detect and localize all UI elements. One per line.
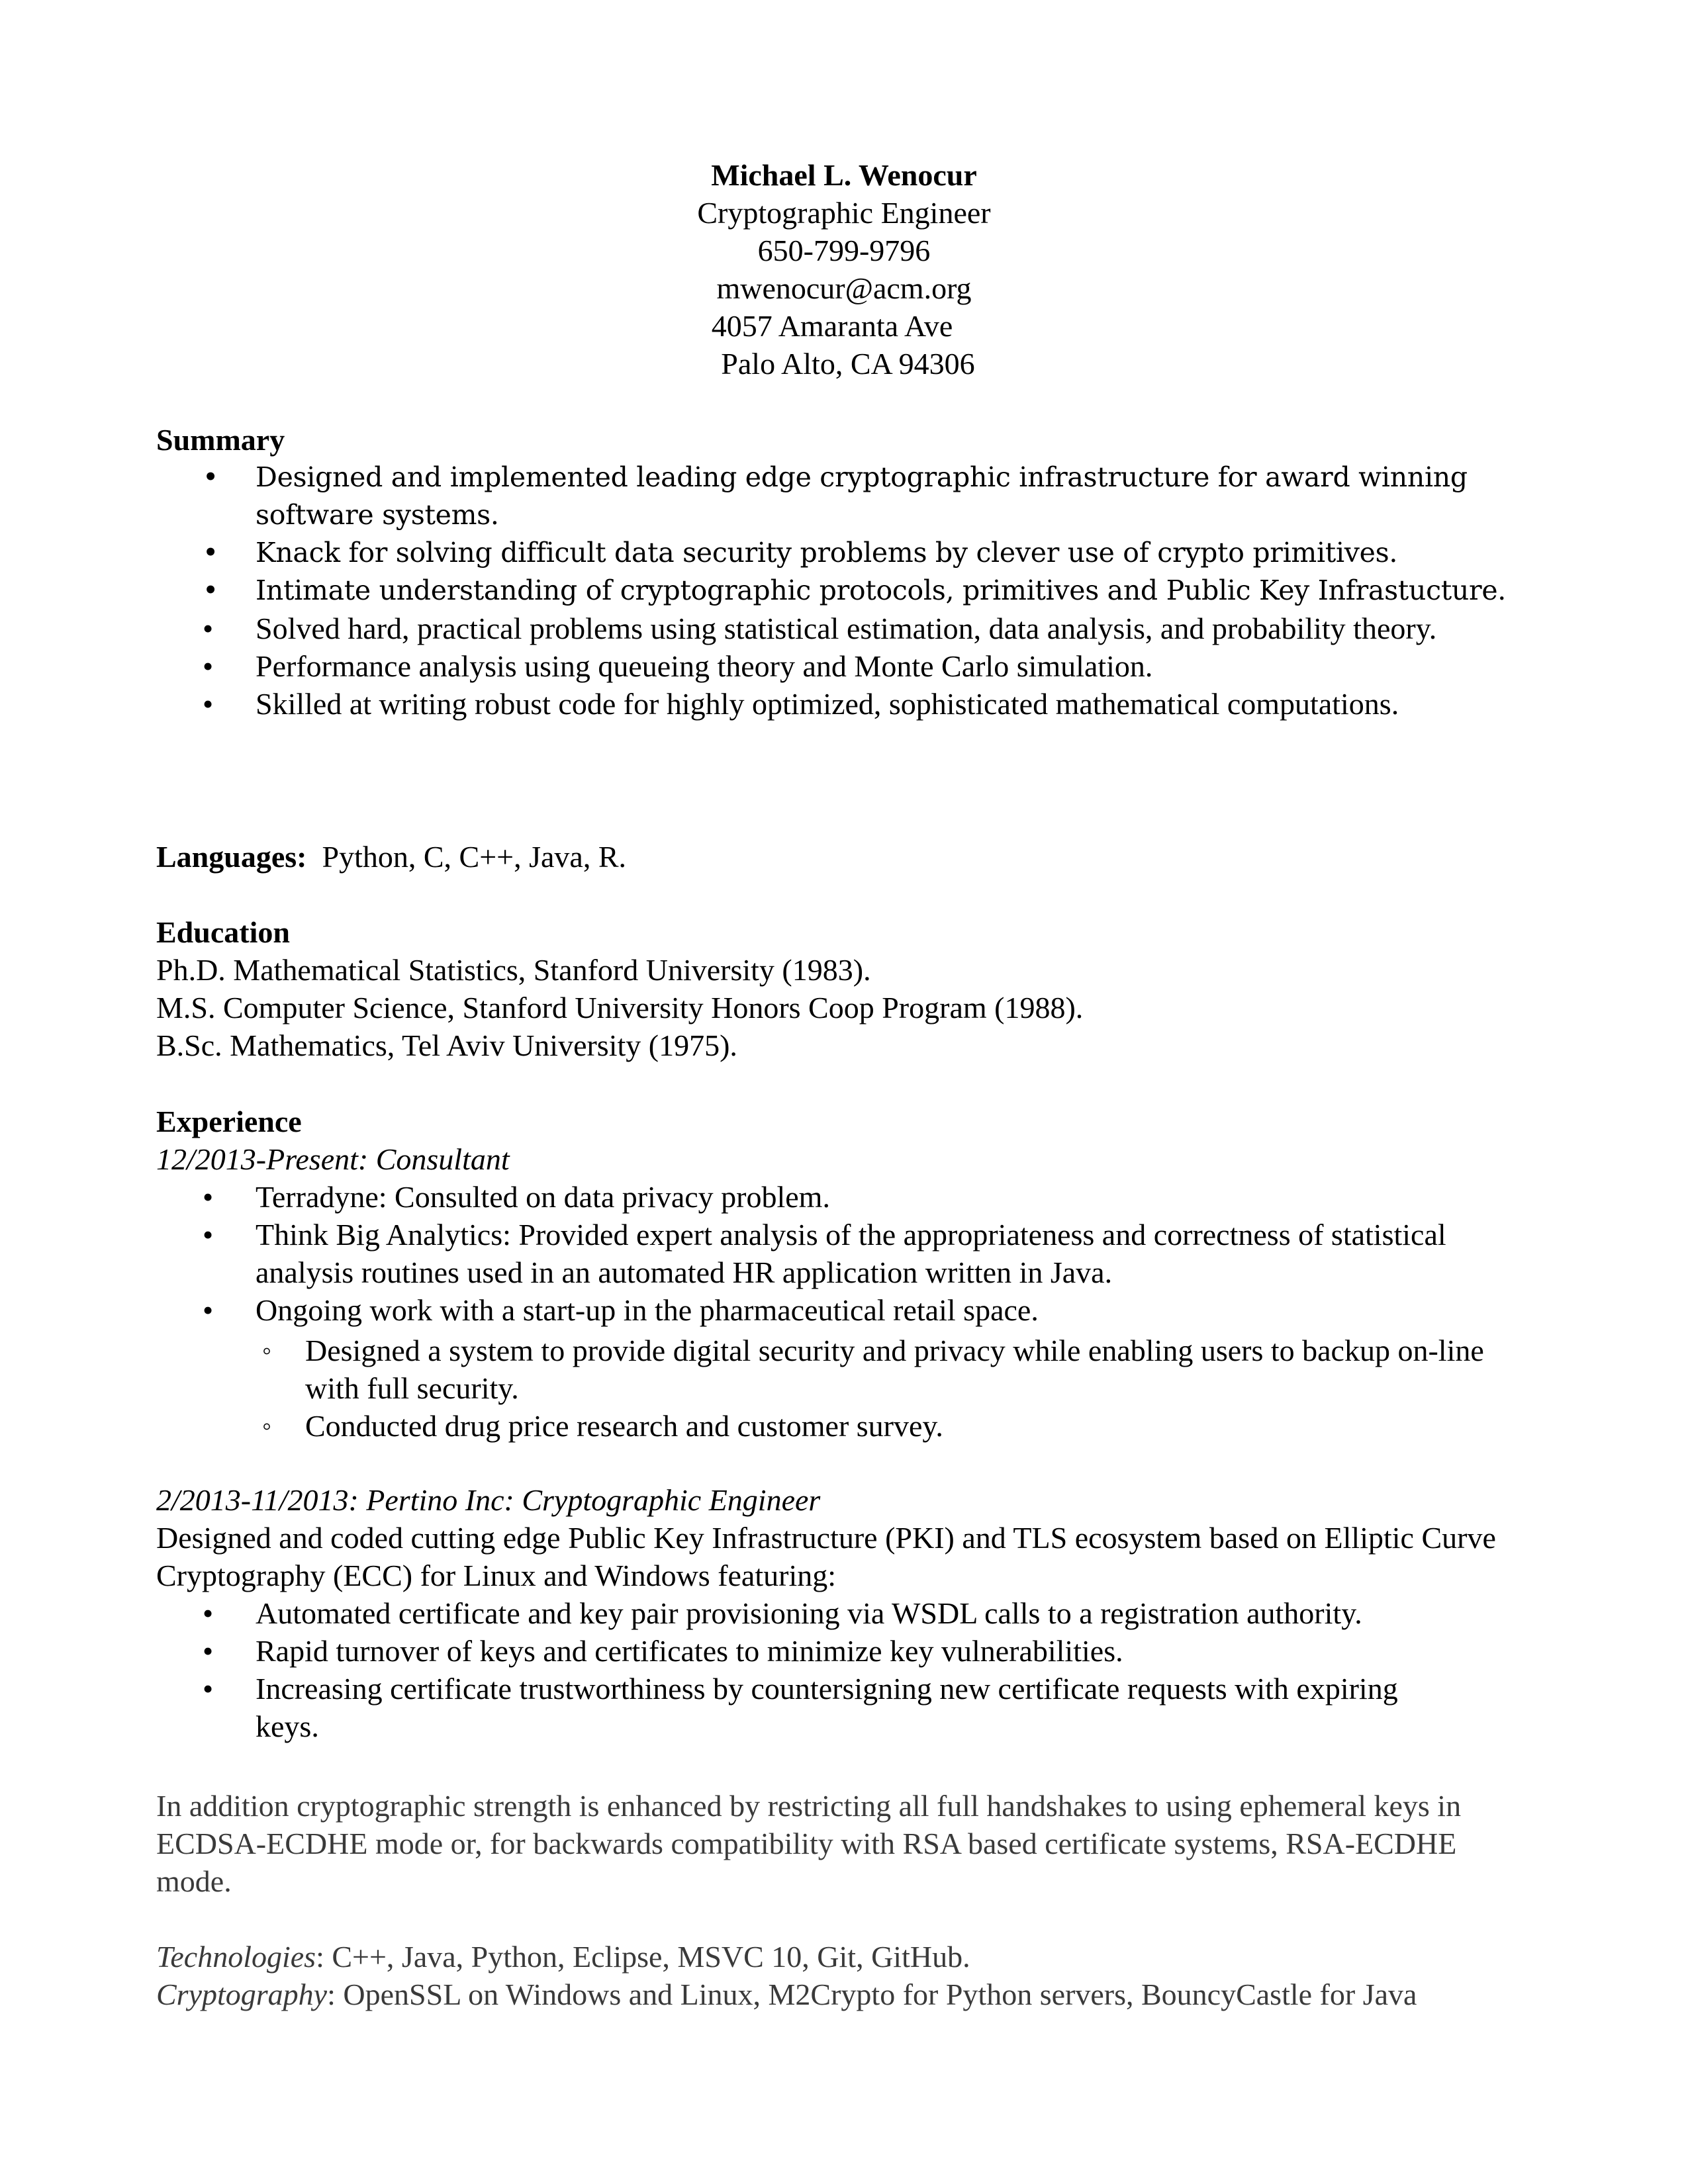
job-pertino-technologies <box>156 1938 1533 2013</box>
job-item: • Terradyne: Consulted on data privacy problem. <box>156 1178 1533 1216</box>
job-pertino-section <box>156 1481 1533 1745</box>
summary-heading: Summary <box>156 423 285 457</box>
technologies-label: Technologies <box>156 1940 316 1974</box>
job-consultant-sublist <box>156 1332 1533 1445</box>
person-name: Michael L. Wenocur <box>711 158 977 192</box>
job-item: • Think Big Analytics: Provided expert analysis of the appropriateness and correctness of statistical analysis routines used in an automated HR application written in Java. <box>156 1216 1533 1291</box>
job-consultant-list <box>156 1178 1533 1329</box>
languages-label: Languages: <box>156 840 307 874</box>
education-item: M.S. Computer Science, Stanford University Honors Coop Program (1988). <box>156 991 1084 1024</box>
experience-heading: Experience <box>156 1105 302 1138</box>
cryptography-label: Cryptography <box>156 1978 328 2011</box>
summary-section <box>156 421 1533 723</box>
summary-list <box>156 459 1533 723</box>
street-address: 4057 Amaranta Ave <box>711 309 953 343</box>
job-subitem: ◦ Conducted drug price research and customer survey. <box>156 1407 1533 1445</box>
job-title: Cryptographic Engineer <box>697 196 991 230</box>
job-pertino-addition <box>156 1787 1533 1900</box>
experience-section <box>156 1103 1533 1445</box>
education-section <box>156 913 1533 1064</box>
job-pertino-list <box>156 1594 1533 1745</box>
languages-section <box>156 838 1533 876</box>
job-pertino-title: 2/2013-11/2013: Pertino Inc: Cryptographic Engineer <box>156 1483 821 1517</box>
phone-number: 650-799-9796 <box>757 234 931 267</box>
job-item: • Increasing certificate trustworthiness by countersigning new certificate requests with expiring keys. <box>156 1670 1533 1745</box>
technologies-value: : C++, Java, Python, Eclipse, MSVC 10, Git, GitHub. <box>316 1940 970 1974</box>
summary-item: • Knack for solving difficult data security problems by clever use of crypto primitives. <box>156 534 1533 572</box>
job-pertino-intro: Designed and coded cutting edge Public Key Infrastructure (PKI) and TLS ecosystem based on Elliptic Curve Cryptography (ECC) for Linux and Windows featuring: <box>156 1521 1496 1592</box>
cryptography-value: : OpenSSL on Windows and Linux, M2Crypto for Python servers, BouncyCastle for Java <box>327 1978 1417 2011</box>
summary-item: • Skilled at writing robust code for highly optimized, sophisticated mathematical computations. <box>156 685 1533 723</box>
languages-value: Python, C, C++, Java, R. <box>322 840 627 874</box>
summary-item: • Intimate understanding of cryptographic protocols, primitives and Public Key Infrastucture. <box>156 572 1533 610</box>
job-subitem: ◦ Designed a system to provide digital security and privacy while enabling users to backup on-line with full security. <box>156 1332 1533 1407</box>
summary-item: • Performance analysis using queueing theory and Monte Carlo simulation. <box>156 647 1533 685</box>
job-item: • Ongoing work with a start-up in the pharmaceutical retail space. <box>156 1291 1533 1329</box>
contact-header <box>0 156 1688 383</box>
education-item: B.Sc. Mathematics, Tel Aviv University (1975). <box>156 1028 737 1062</box>
summary-item: • Designed and implemented leading edge cryptographic infrastructure for award winning software systems. <box>156 459 1533 534</box>
job-consultant-title: 12/2013-Present: Consultant <box>156 1142 510 1176</box>
addition-text: In addition cryptographic strength is enhanced by restricting all full handshakes to using ephemeral keys in ECDSA-ECDHE mode or, for backwards compatibility with RSA based certificate systems, RSA-ECDHE mode. <box>156 1789 1462 1898</box>
job-item: • Automated certificate and key pair provisioning via WSDL calls to a registration authority. <box>156 1594 1533 1632</box>
job-item: • Rapid turnover of keys and certificates to minimize key vulnerabilities. <box>156 1632 1533 1670</box>
email-address: mwenocur@acm.org <box>716 271 972 305</box>
summary-item: • Solved hard, practical problems using statistical estimation, data analysis, and probability theory. <box>156 610 1533 647</box>
education-item: Ph.D. Mathematical Statistics, Stanford University (1983). <box>156 953 871 987</box>
city-address: Palo Alto, CA 94306 <box>721 347 975 381</box>
education-heading: Education <box>156 915 290 949</box>
